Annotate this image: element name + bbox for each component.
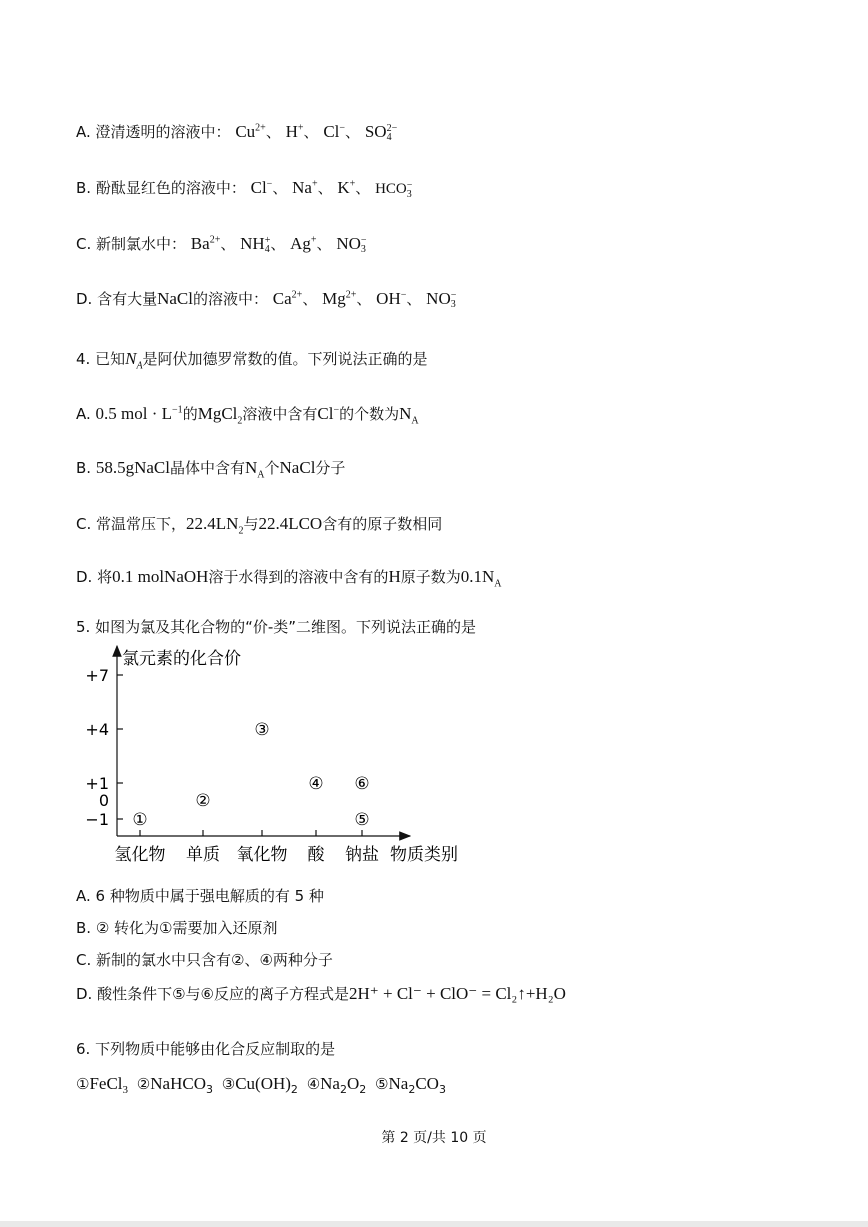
- option-text: 的溶液中：: [192, 290, 268, 308]
- x-tick-label: 酸: [307, 845, 325, 865]
- q5-option-b: B. ② 转化为①需要加入还原剂: [76, 919, 278, 937]
- ion: Cl−: [250, 178, 273, 197]
- data-point: ⑥: [354, 774, 370, 794]
- formula: MgCl$_2$: [197, 404, 243, 427]
- x-tick-label: 氢化物: [114, 845, 166, 865]
- x-tick-label: 钠盐: [345, 845, 379, 865]
- q5-option-c: C. 新制的氯水中只含有②、④两种分子: [76, 951, 333, 969]
- option-label: D. 含有大量: [76, 290, 158, 308]
- y-tick-label: −1: [85, 810, 109, 829]
- q3-option-c: C. 新制氯水中： $Ba^{2+}$、 NH + 4 、 Ag+、 NO − 3: [76, 234, 367, 256]
- y-tick-label: +4: [85, 720, 109, 739]
- ion: NH + 4: [240, 234, 271, 256]
- ion: Cl−: [323, 122, 346, 141]
- formula: $22.4LN_2$: [186, 514, 244, 537]
- q4-stem: 4. 已知$N_A$是阿伏加德罗常数的值。下列说法正确的是: [76, 349, 428, 372]
- ion: Ag+: [290, 234, 317, 253]
- ion: H+: [285, 122, 304, 141]
- y-tick-label: +7: [85, 666, 109, 685]
- ion: SO 2− 4: [364, 122, 398, 144]
- q3-option-a: A. 澄清透明的溶液中： $Cu^{2+}$、 H+、 Cl−、 SO 2− 4: [76, 122, 398, 144]
- formula: H: [388, 567, 401, 586]
- q6-item: ①FeCl$_3$: [76, 1074, 129, 1096]
- ion: HCO − 3: [375, 179, 413, 200]
- formula: Cl−: [317, 404, 340, 423]
- q4-option-c: C. 常温常压下，$22.4LN_2$与22.4LCO含有的原子数相同: [76, 514, 443, 537]
- formula: NaCl: [279, 458, 316, 477]
- q5-option-d: D. 酸性条件下⑤与⑥反应的离子方程式是2H⁺ + Cl⁻ + ClO⁻ = Cl₂↑+H₂O: [76, 984, 566, 1003]
- ion: $Ca^{2+}$: [272, 289, 303, 308]
- y-tick-label: +1: [85, 774, 109, 793]
- q3-option-d: D. 含有大量NaCl的溶液中： $Ca^{2+}$、 $Mg^{2+}$、 OH−、 NO − 3: [76, 289, 457, 311]
- formula: 58.5gNaCl: [95, 458, 170, 477]
- ion: $Ba^{2+}$: [190, 234, 221, 253]
- q4-option-a: A. 0.5 mol · $L^{-1}$的MgCl$_2$溶液中含有Cl−的个数为$N_A$: [76, 404, 419, 427]
- q5-option-a: A. 6 种物质中属于强电解质的有 5 种: [76, 887, 324, 905]
- q6-item: $④Na_2O_2$: [306, 1074, 367, 1096]
- page-number: 第 2 页/共 10 页: [381, 1130, 487, 1146]
- q6-item: $⑤Na_2CO_3$: [375, 1074, 446, 1096]
- option-label: C. 新制氯水中：: [76, 235, 187, 253]
- q3-option-b: B. 酚酞显红色的溶液中： Cl−、 Na+、 K+、 HCO − 3: [76, 178, 413, 200]
- ion: K+: [337, 178, 356, 197]
- ion: $Mg^{2+}$: [322, 289, 357, 308]
- x-tick-label: 单质: [186, 845, 220, 865]
- option-label: A. 澄清透明的溶液中：: [76, 123, 231, 141]
- q4-option-d: D. 将0.1 molNaOH溶于水得到的溶液中含有的H原子数为$0.1N_A$: [76, 567, 502, 590]
- q6-items: [76, 1074, 446, 1094]
- q6-item: ②NaHCO$_3$: [136, 1074, 213, 1096]
- formula: NaCl: [157, 289, 193, 308]
- q5-stem: 5. 如图为氯及其化合物的“价-类”二维图。下列说法正确的是: [76, 618, 477, 636]
- data-point: ①: [132, 810, 148, 830]
- na-symbol: $N_A$: [125, 349, 143, 372]
- q6-stem: 6. 下列物质中能够由化合反应制取的是: [76, 1040, 336, 1058]
- ionic-equation: 2H⁺ + Cl⁻ + ClO⁻ = Cl₂↑+H₂O: [348, 984, 566, 1003]
- option-label: B. 酚酞显红色的溶液中：: [76, 179, 246, 197]
- data-point: ②: [195, 791, 211, 811]
- formula: 22.4LCO: [258, 514, 323, 533]
- formula: 0.1 molNaOH: [112, 567, 209, 586]
- data-point: ③: [254, 720, 270, 740]
- x-tick-label: 氧化物: [236, 845, 288, 865]
- data-point: ⑤: [354, 810, 370, 830]
- ion: NO − 3: [426, 289, 457, 311]
- q4-option-b: B. 58.5gNaCl晶体中含有$N_A$个NaCl分子: [76, 458, 346, 481]
- ion: OH−: [376, 289, 407, 308]
- formula: 0.5 mol · $L^{-1}$: [95, 404, 183, 423]
- ion: $Cu^{2+}$: [235, 122, 266, 141]
- data-point: ④: [308, 774, 324, 794]
- na-symbol: $N_A$: [399, 404, 419, 427]
- page-bottom-edge: [0, 1221, 868, 1227]
- formula: $0.1N_A$: [460, 567, 502, 590]
- q6-item: $③Cu(OH)_2$: [221, 1074, 298, 1096]
- na-symbol: $N_A$: [245, 458, 265, 481]
- ion: NO − 3: [336, 234, 367, 256]
- y-tick-label: 0: [98, 791, 109, 810]
- ion: Na+: [292, 178, 318, 197]
- y-axis-label: 氯元素的化合价: [122, 649, 241, 669]
- x-axis-label: 物质类别: [390, 845, 458, 865]
